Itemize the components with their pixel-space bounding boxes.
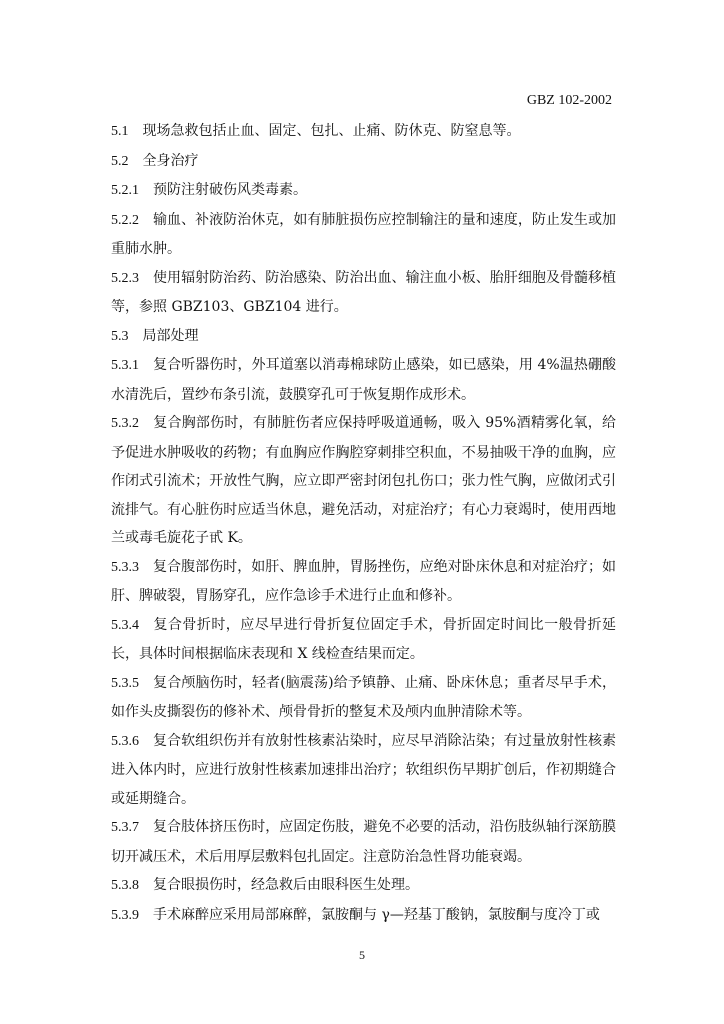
paragraph-text: 复合听器伤时，外耳道塞以消毒棉球防止感染，如已感染，用 4%温热硼酸水清洗后，置纱布条引流，鼓膜穿孔可于恢复期作成形术。: [111, 357, 616, 403]
document-code: GBZ 102-2002: [526, 93, 612, 108]
paragraph-5-2-3: [111, 264, 616, 322]
section-number: 5.3.1: [111, 358, 139, 373]
paragraph-5-2-2: [111, 206, 616, 264]
section-number: 5.3.2: [111, 416, 139, 431]
paragraph-text: 复合胸部伤时，有肺脏伤者应保持呼吸道通畅，吸入 95%酒精雾化氧，给予促进水肿吸收的药物；有血胸应作胸腔穿刺排空积血，不易抽吸干净的血胸，应作闭式引流术；开放性气胸，应立即严密封闭包扎伤口；张力性气胸，应做闭式引流排气。有心脏伤时应适当休息，避免活动，对症治疗；有心力衰竭时，使用西地兰或毒毛旋花子甙 K。: [111, 415, 616, 546]
paragraph-5-3-7: [111, 813, 616, 871]
section-number: 5.2.2: [111, 212, 139, 228]
section-number: 5.3.7: [111, 820, 139, 835]
paragraph-5-3-4: [111, 611, 616, 669]
paragraph-text: 复合颅脑伤时，轻者(脑震荡)给予镇静、止痛、卧床休息；重者尽早手术，如作头皮撕裂伤的修补术、颅骨骨折的整复术及颅内血肿清除术等。: [111, 674, 616, 720]
page-number: 5: [359, 948, 365, 962]
paragraph-text: 复合肢体挤压伤时，应固定伤肢，避免不必要的活动，沿伤肢纵轴行深筋膜切开减压术，术后用厚层敷料包扎固定。注意防治急性肾功能衰竭。: [111, 819, 616, 865]
paragraph-5-3-2: [111, 409, 616, 553]
section-number: 5.2: [111, 153, 129, 169]
paragraph-text: 输血、补液防治休克，如有肺脏损伤应控制输注的量和速度，防止发生或加重肺水肿。: [111, 211, 616, 257]
section-number: 5.2.1: [111, 183, 139, 198]
paragraph-5-1: [111, 117, 616, 147]
paragraph-5-3-3: [111, 553, 616, 611]
paragraph-5-3-9: [111, 901, 616, 931]
paragraph-5-3-8: [111, 871, 616, 901]
paragraph-5-3: [111, 322, 616, 352]
section-number: 5.2.3: [111, 270, 139, 286]
section-number: 5.3.5: [111, 675, 139, 691]
paragraph-text: 现场急救包括止血、固定、包扎、止痛、防休克、防窒息等。: [142, 123, 521, 139]
section-number: 5.3.6: [111, 733, 139, 749]
paragraph-text: 局部处理: [142, 327, 199, 344]
section-number: 5.3: [111, 328, 129, 344]
paragraph-text: 预防注射破伤风类毒素。: [153, 182, 307, 198]
paragraph-text: 复合骨折时，应尽早进行骨折复位固定手术，骨折固定时间比一般骨折延长，具体时间根据临床表现和 X 线检查结果而定。: [111, 616, 616, 662]
paragraph-5-3-5: [111, 669, 616, 727]
section-number: 5.1: [111, 124, 129, 139]
paragraph-text: 复合软组织伤并有放射性核素沾染时，应尽早消除沾染；有过量放射性核素进入体内时，应进行放射性核素加速排出治疗；软组织伤早期扩创后，作初期缝合或延期缝合。: [111, 732, 616, 807]
document-body: [111, 117, 616, 930]
paragraph-5-2-1: [111, 176, 616, 206]
section-number: 5.3.8: [111, 878, 139, 893]
paragraph-5-2: [111, 147, 616, 177]
paragraph-5-3-1: [111, 351, 616, 409]
section-number: 5.3.4: [111, 617, 139, 633]
paragraph-text: 手术麻醉应采用局部麻醉，氯胺酮与 γ—羟基丁酸钠，氯胺酮与度冷丁或: [153, 906, 600, 923]
paragraph-text: 复合眼损伤时，经急救后由眼科医生处理。: [153, 877, 419, 893]
section-number: 5.3.9: [111, 907, 139, 923]
paragraph-text: 全身治疗: [142, 152, 199, 169]
section-number: 5.3.3: [111, 559, 139, 575]
paragraph-5-3-6: [111, 727, 616, 814]
paragraph-text: 使用辐射防治药、防治感染、防治出血、输注血小板、胎肝细胞及骨髓移植等，参照 GBZ103、GBZ104 进行。: [111, 269, 616, 315]
paragraph-text: 复合腹部伤时，如肝、脾血肿，胃肠挫伤，应绝对卧床休息和对症治疗；如肝、脾破裂，胃肠穿孔，应作急诊手术进行止血和修补。: [111, 558, 616, 604]
